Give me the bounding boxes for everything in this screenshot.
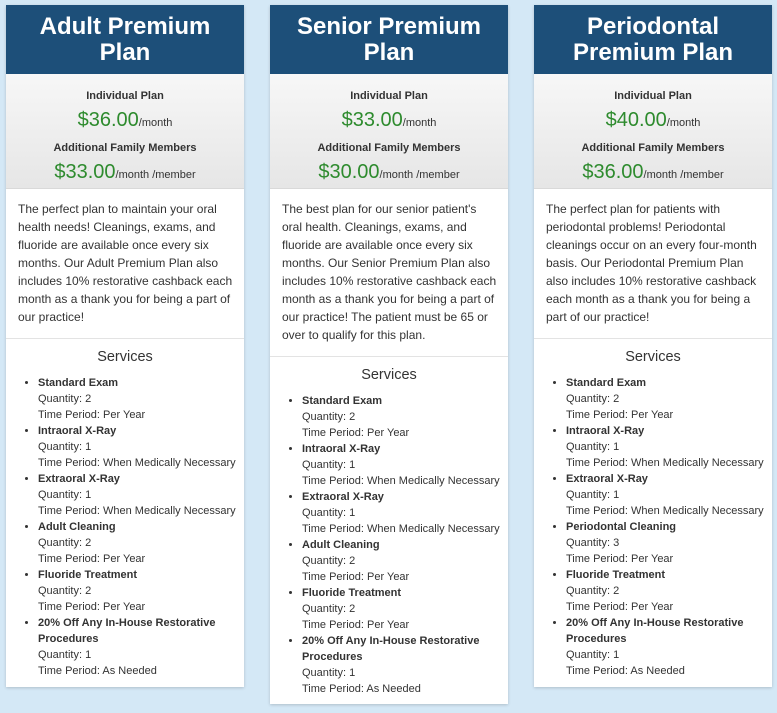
period-value: Per Year bbox=[367, 571, 410, 583]
period-label: Time Period: bbox=[38, 457, 104, 469]
family-members-label: Additional Family Members bbox=[317, 142, 461, 154]
quantity-value: 1 bbox=[85, 649, 92, 661]
individual-plan-label: Individual Plan bbox=[86, 90, 164, 102]
service-name: • Standard Exam bbox=[302, 395, 383, 407]
service-item bbox=[38, 471, 244, 519]
period-label: Time Period: bbox=[302, 523, 368, 535]
service-period bbox=[38, 455, 244, 471]
plan-title bbox=[534, 5, 772, 74]
quantity-label: Quantity: bbox=[566, 649, 614, 661]
quantity-label: Quantity: bbox=[38, 393, 86, 405]
quantity-value: 1 bbox=[613, 441, 620, 453]
period-value: Per Year bbox=[631, 409, 674, 421]
service-quantity bbox=[302, 601, 508, 617]
quantity-value: 2 bbox=[85, 393, 92, 405]
individual-price-row bbox=[270, 109, 508, 134]
period-value: When Medically Necessary bbox=[367, 523, 500, 535]
quantity-label: Quantity: bbox=[566, 489, 614, 501]
family-price: $30.00 bbox=[318, 161, 380, 183]
quantity-value: 1 bbox=[349, 459, 356, 471]
plan-description: The perfect plan to maintain your oral health needs! Cleanings, exams, and fluoride are available once every six months. Our Adult Premium Plan also includes 10% restorative cashback each month as a thank you for being a part of our practice! bbox=[6, 189, 244, 339]
service-quantity bbox=[566, 647, 772, 663]
period-label: Time Period: bbox=[38, 505, 104, 517]
service-item bbox=[302, 441, 508, 489]
quantity-value: 1 bbox=[613, 649, 620, 661]
period-value: Per Year bbox=[103, 409, 146, 421]
period-value: Per Year bbox=[367, 427, 410, 439]
service-name: • Fluoride Treatment bbox=[302, 587, 402, 599]
quantity-label: Quantity: bbox=[38, 489, 86, 501]
family-price: $36.00 bbox=[582, 161, 644, 183]
quantity-label: Quantity: bbox=[566, 537, 614, 549]
pricing-panel bbox=[6, 74, 244, 189]
service-name: • Standard Exam bbox=[566, 377, 647, 389]
service-quantity bbox=[302, 665, 508, 681]
service-item bbox=[566, 423, 772, 471]
service-item bbox=[302, 489, 508, 537]
quantity-value: 2 bbox=[349, 555, 356, 567]
individual-price-row bbox=[6, 109, 244, 134]
service-quantity bbox=[302, 409, 508, 425]
service-item bbox=[302, 633, 508, 697]
period-value: As Needed bbox=[630, 665, 685, 677]
period-label: Time Period: bbox=[566, 601, 632, 613]
service-quantity bbox=[302, 457, 508, 473]
service-item bbox=[38, 375, 244, 423]
service-quantity bbox=[38, 535, 244, 551]
period-value: Per Year bbox=[631, 553, 674, 565]
service-quantity bbox=[302, 505, 508, 521]
family-price-row bbox=[6, 161, 244, 186]
service-name: • Standard Exam bbox=[38, 377, 119, 389]
service-name: • 20% Off Any In-House Restorative Procedures bbox=[566, 617, 744, 645]
services-list bbox=[270, 393, 508, 697]
period-label: Time Period: bbox=[566, 457, 632, 469]
service-quantity bbox=[566, 391, 772, 407]
service-item bbox=[566, 471, 772, 519]
period-label: Time Period: bbox=[302, 427, 368, 439]
quantity-value: 2 bbox=[85, 537, 92, 549]
service-quantity bbox=[38, 439, 244, 455]
quantity-value: 2 bbox=[349, 603, 356, 615]
services-heading: Services bbox=[97, 349, 153, 365]
period-value: Per Year bbox=[631, 601, 674, 613]
service-name: • Intraoral X-Ray bbox=[566, 425, 645, 437]
service-item bbox=[566, 567, 772, 615]
plan-title-line: Plan bbox=[99, 38, 151, 66]
plan-title-line: Adult Premium bbox=[39, 12, 211, 40]
service-period bbox=[38, 503, 244, 519]
service-quantity bbox=[566, 535, 772, 551]
service-period bbox=[566, 599, 772, 615]
service-name: • Adult Cleaning bbox=[38, 521, 116, 533]
price-unit: /month /member bbox=[115, 169, 196, 181]
service-period bbox=[302, 521, 508, 537]
period-label: Time Period: bbox=[302, 619, 368, 631]
service-item bbox=[302, 537, 508, 585]
quantity-label: Quantity: bbox=[566, 441, 614, 453]
plan-title bbox=[6, 5, 244, 74]
quantity-label: Quantity: bbox=[302, 411, 350, 423]
period-label: Time Period: bbox=[566, 505, 632, 517]
quantity-value: 2 bbox=[85, 585, 92, 597]
service-name: • Extraoral X-Ray bbox=[566, 473, 648, 485]
service-period bbox=[566, 663, 772, 679]
service-name: • 20% Off Any In-House Restorative Procedures bbox=[302, 635, 480, 663]
period-value: Per Year bbox=[103, 601, 146, 613]
quantity-label: Quantity: bbox=[302, 667, 350, 679]
period-value: When Medically Necessary bbox=[367, 475, 500, 487]
service-period bbox=[566, 551, 772, 567]
service-quantity bbox=[302, 553, 508, 569]
service-period bbox=[302, 425, 508, 441]
individual-price: $36.00 bbox=[77, 109, 139, 131]
service-item bbox=[38, 423, 244, 471]
price-unit: /month /member bbox=[379, 169, 460, 181]
period-label: Time Period: bbox=[302, 571, 368, 583]
quantity-label: Quantity: bbox=[566, 585, 614, 597]
individual-plan-label: Individual Plan bbox=[614, 90, 692, 102]
service-period bbox=[566, 407, 772, 423]
services-list bbox=[6, 375, 244, 679]
service-quantity bbox=[566, 583, 772, 599]
period-label: Time Period: bbox=[302, 475, 368, 487]
service-name: • Adult Cleaning bbox=[302, 539, 380, 551]
plan-card-senior bbox=[270, 5, 508, 704]
service-name: • Fluoride Treatment bbox=[38, 569, 138, 581]
services-heading: Services bbox=[361, 367, 417, 383]
quantity-label: Quantity: bbox=[302, 603, 350, 615]
quantity-value: 2 bbox=[613, 585, 620, 597]
period-value: Per Year bbox=[103, 553, 146, 565]
individual-plan-label: Individual Plan bbox=[350, 90, 428, 102]
plan-card-adult bbox=[6, 5, 244, 687]
quantity-value: 2 bbox=[613, 393, 620, 405]
quantity-label: Quantity: bbox=[38, 585, 86, 597]
services-heading: Services bbox=[625, 349, 681, 365]
quantity-label: Quantity: bbox=[566, 393, 614, 405]
quantity-label: Quantity: bbox=[38, 649, 86, 661]
quantity-value: 2 bbox=[349, 411, 356, 423]
service-period bbox=[566, 503, 772, 519]
quantity-value: 1 bbox=[349, 507, 356, 519]
family-price-row bbox=[270, 161, 508, 186]
price-unit: /month bbox=[402, 117, 437, 129]
period-value: When Medically Necessary bbox=[103, 505, 236, 517]
period-value: Per Year bbox=[367, 619, 410, 631]
period-label: Time Period: bbox=[38, 601, 104, 613]
service-quantity bbox=[38, 391, 244, 407]
price-unit: /month /member bbox=[643, 169, 724, 181]
service-quantity bbox=[566, 487, 772, 503]
service-name: • 20% Off Any In-House Restorative Procedures bbox=[38, 617, 216, 645]
plan-title-line: Premium Plan bbox=[572, 38, 734, 66]
quantity-label: Quantity: bbox=[302, 555, 350, 567]
service-period bbox=[38, 663, 244, 679]
family-members-label: Additional Family Members bbox=[581, 142, 725, 154]
pricing-panel bbox=[534, 74, 772, 189]
service-period bbox=[302, 617, 508, 633]
quantity-label: Quantity: bbox=[38, 537, 86, 549]
plan-title bbox=[270, 5, 508, 74]
plan-description: The perfect plan for patients with periodontal problems! Periodontal cleanings occur on an every four-month basis. Our Periodontal Premium Plan also includes 10% restorative cashback each month as a thank you for being a part of our practice! bbox=[534, 189, 772, 339]
service-quantity bbox=[38, 487, 244, 503]
price-unit: /month bbox=[666, 117, 701, 129]
service-name: • Periodontal Cleaning bbox=[566, 521, 677, 533]
service-item bbox=[38, 519, 244, 567]
plan-title-line: Plan bbox=[363, 38, 415, 66]
individual-price-row bbox=[534, 109, 772, 134]
service-period bbox=[38, 407, 244, 423]
period-value: As Needed bbox=[102, 665, 157, 677]
service-item bbox=[566, 519, 772, 567]
service-name: • Fluoride Treatment bbox=[566, 569, 666, 581]
service-name: • Intraoral X-Ray bbox=[38, 425, 117, 437]
quantity-value: 3 bbox=[613, 537, 620, 549]
period-label: Time Period: bbox=[38, 553, 104, 565]
service-period bbox=[38, 551, 244, 567]
individual-price: $33.00 bbox=[341, 109, 403, 131]
period-value: As Needed bbox=[366, 683, 421, 695]
service-item bbox=[302, 393, 508, 441]
quantity-value: 1 bbox=[613, 489, 620, 501]
individual-price: $40.00 bbox=[605, 109, 667, 131]
service-name: • Intraoral X-Ray bbox=[302, 443, 381, 455]
service-name: • Extraoral X-Ray bbox=[38, 473, 120, 485]
period-label: Time Period: bbox=[566, 409, 632, 421]
period-label: Time Period: bbox=[302, 683, 367, 695]
period-label: Time Period: bbox=[38, 665, 103, 677]
service-name: • Extraoral X-Ray bbox=[302, 491, 384, 503]
price-unit: /month bbox=[138, 117, 173, 129]
service-item bbox=[302, 585, 508, 633]
period-label: Time Period: bbox=[566, 553, 632, 565]
service-period bbox=[302, 569, 508, 585]
service-period bbox=[38, 599, 244, 615]
service-item bbox=[566, 375, 772, 423]
plan-title-line: Periodontal bbox=[586, 12, 719, 40]
period-value: When Medically Necessary bbox=[103, 457, 236, 469]
quantity-value: 1 bbox=[85, 489, 92, 501]
family-price: $33.00 bbox=[54, 161, 116, 183]
family-members-label: Additional Family Members bbox=[53, 142, 197, 154]
service-item bbox=[566, 615, 772, 679]
family-price-row bbox=[534, 161, 772, 186]
service-quantity bbox=[38, 583, 244, 599]
service-quantity bbox=[38, 647, 244, 663]
service-quantity bbox=[566, 439, 772, 455]
plan-card-periodontal bbox=[534, 5, 772, 687]
service-period bbox=[302, 681, 508, 697]
plan-description: The best plan for our senior patient's oral health. Cleanings, exams, and fluoride are available once every six months. Our Senior Premium Plan also includes 10% restorative cashback each month as a thank you for being a part of our practice! The patient must be 65 or over to qualify for this plan. bbox=[270, 189, 508, 357]
service-item bbox=[38, 567, 244, 615]
quantity-value: 1 bbox=[349, 667, 356, 679]
quantity-value: 1 bbox=[85, 441, 92, 453]
service-item bbox=[38, 615, 244, 679]
period-value: When Medically Necessary bbox=[631, 505, 764, 517]
services-list bbox=[534, 375, 772, 679]
period-label: Time Period: bbox=[38, 409, 104, 421]
quantity-label: Quantity: bbox=[302, 459, 350, 471]
pricing-panel bbox=[270, 74, 508, 189]
period-label: Time Period: bbox=[566, 665, 631, 677]
plan-title-line: Senior Premium bbox=[296, 12, 482, 40]
service-period bbox=[302, 473, 508, 489]
period-value: When Medically Necessary bbox=[631, 457, 764, 469]
quantity-label: Quantity: bbox=[38, 441, 86, 453]
service-period bbox=[566, 455, 772, 471]
quantity-label: Quantity: bbox=[302, 507, 350, 519]
